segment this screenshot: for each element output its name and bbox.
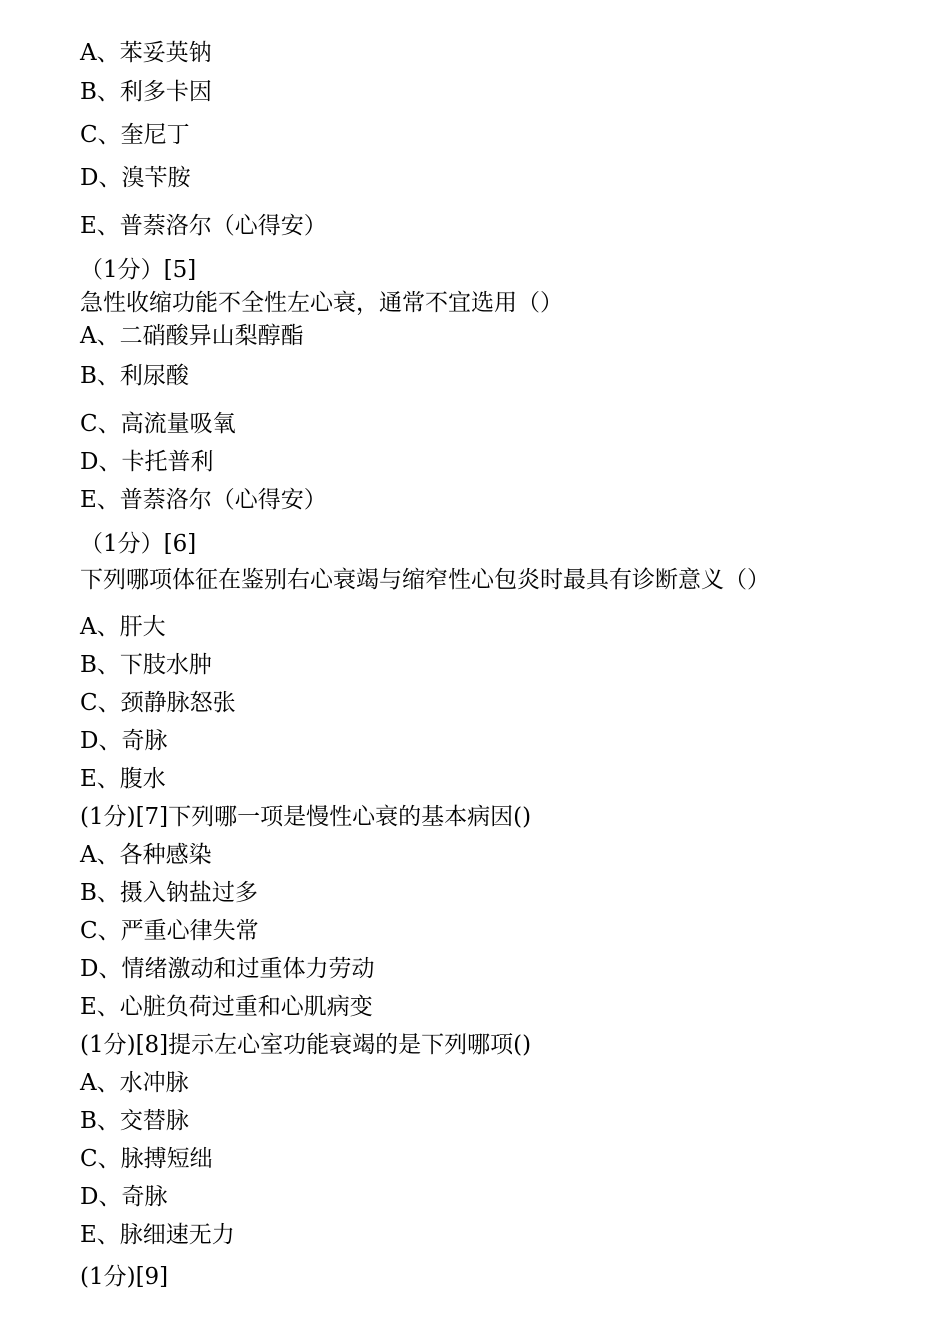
option-d: D、卡托普利	[80, 449, 214, 475]
option-b: B、利尿酸	[80, 363, 189, 389]
option-a: A、各种感染	[80, 842, 212, 868]
question-7: (1分)[7]下列哪一项是慢性心衰的基本病因()	[80, 804, 532, 830]
option-d: D、情绪激动和过重体力劳动	[80, 956, 375, 982]
option-e: E、脉细速无力	[80, 1222, 235, 1248]
question-text-6: 下列哪项体征在鉴别右心衰竭与缩窄性心包炎时最具有诊断意义（）	[80, 567, 770, 593]
option-d: D、奇脉	[80, 1184, 168, 1210]
option-c: C、严重心律失常	[80, 918, 259, 944]
question-score-9: (1分)[9]	[80, 1264, 169, 1290]
option-d: D、溴苄胺	[80, 165, 191, 191]
option-b: B、利多卡因	[80, 79, 212, 105]
option-e: E、普萘洛尔（心得安）	[80, 213, 327, 239]
option-e: E、普萘洛尔（心得安）	[80, 487, 327, 513]
option-a: A、苯妥英钠	[80, 40, 212, 66]
option-a: A、水冲脉	[80, 1070, 189, 1096]
option-a: A、二硝酸异山梨醇酯	[80, 323, 304, 349]
option-c: C、颈静脉怒张	[80, 690, 236, 716]
option-b: B、摄入钠盐过多	[80, 880, 258, 906]
option-c: C、脉搏短绌	[80, 1146, 213, 1172]
option-a: A、肝大	[80, 614, 166, 640]
option-b: B、下肢水肿	[80, 652, 212, 678]
option-c: C、高流量吸氧	[80, 411, 236, 437]
question-text-5: 急性收缩功能不全性左心衰，通常不宜选用（）	[80, 290, 563, 316]
option-b: B、交替脉	[80, 1108, 189, 1134]
question-score-6: （1分）[6]	[80, 531, 197, 557]
question-8: (1分)[8]提示左心室功能衰竭的是下列哪项()	[80, 1032, 532, 1058]
option-d: D、奇脉	[80, 728, 168, 754]
option-e: E、腹水	[80, 766, 166, 792]
question-score-5: （1分）[5]	[80, 257, 197, 283]
option-e: E、心脏负荷过重和心肌病变	[80, 994, 373, 1020]
option-c: C、奎尼丁	[80, 122, 190, 148]
